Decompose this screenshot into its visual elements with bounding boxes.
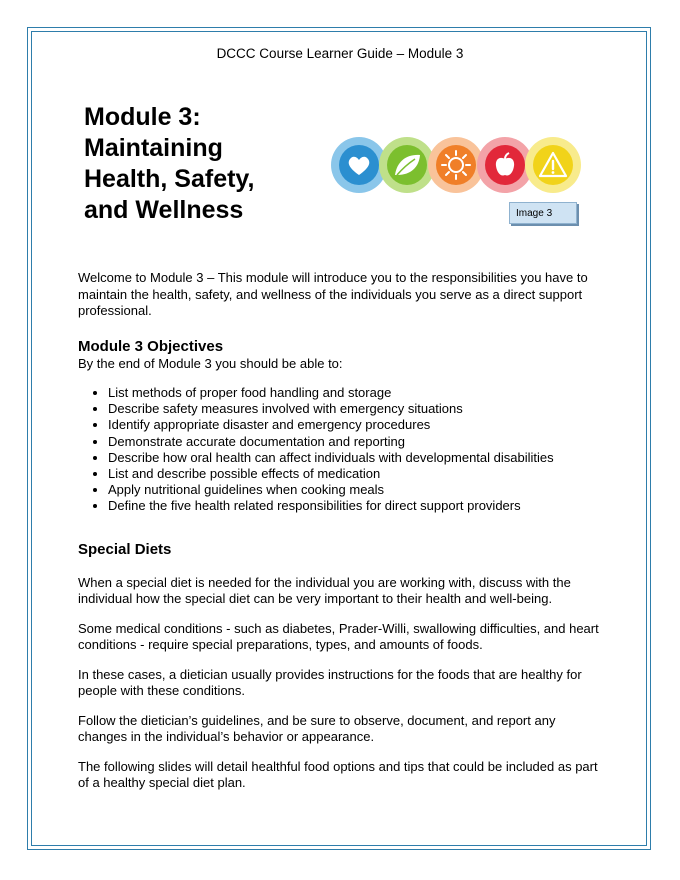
list-item: • List and describe possible effects of medication xyxy=(108,466,608,482)
leaf-icon xyxy=(379,137,435,193)
title-line: and Wellness xyxy=(84,196,244,224)
module-title xyxy=(84,102,324,226)
list-item: • Apply nutritional guidelines when cooking meals xyxy=(108,482,608,498)
page-header: DCCC Course Learner Guide – Module 3 xyxy=(216,46,464,61)
intro-paragraph: Welcome to Module 3 – This module will introduce you to the responsibilities you have to maintain the health, safety, and wellness of the individuals you serve as a direct support professional. xyxy=(78,270,588,318)
sun-icon xyxy=(428,137,484,193)
objectives-lead: By the end of Module 3 you should be able to: xyxy=(78,355,343,371)
title-line: Module 3: xyxy=(84,103,201,131)
main-content xyxy=(78,270,608,805)
title-line: Maintaining xyxy=(84,134,223,162)
list-item: • List methods of proper food handling and storage xyxy=(108,385,608,401)
list-item: • Demonstrate accurate documentation and reporting xyxy=(108,434,608,450)
special-diets-paragraph: When a special diet is needed for the individual you are working with, discuss with the individual how the special diet can be very important to their health and well-being. xyxy=(78,574,571,607)
special-diets-paragraph: Some medical conditions - such as diabetes, Prader-Willi, swallowing difficulties, and heart conditions - require special preparations, types, and amounts of foods. xyxy=(78,620,599,653)
objectives-list xyxy=(78,385,608,515)
special-diets-paragraph: The following slides will detail healthful food options and tips that could be included as part of a healthy special diet plan. xyxy=(78,758,598,791)
special-diets-paragraph: Follow the dietician’s guidelines, and be sure to observe, document, and report any changes in the individual’s behavior or appearance. xyxy=(78,712,556,745)
list-item: • Identify appropriate disaster and emergency procedures xyxy=(108,417,608,433)
list-item: • Describe safety measures involved with emergency situations xyxy=(108,401,608,417)
special-diets-paragraph: In these cases, a dietician usually provides instructions for the foods that are healthy for people with these conditions. xyxy=(78,666,582,699)
image-caption: Image 3 xyxy=(509,202,577,224)
special-diets-heading: Special Diets xyxy=(78,540,172,558)
list-item: • Describe how oral health can affect individuals with developmental disabilities xyxy=(108,450,608,466)
list-item: • Define the five health related responsibilities for direct support providers xyxy=(108,498,608,514)
wellness-icons-image xyxy=(331,137,581,193)
warning-icon xyxy=(525,137,581,193)
objectives-heading: Module 3 Objectives xyxy=(78,337,224,355)
title-line: Health, Safety, xyxy=(84,165,255,193)
